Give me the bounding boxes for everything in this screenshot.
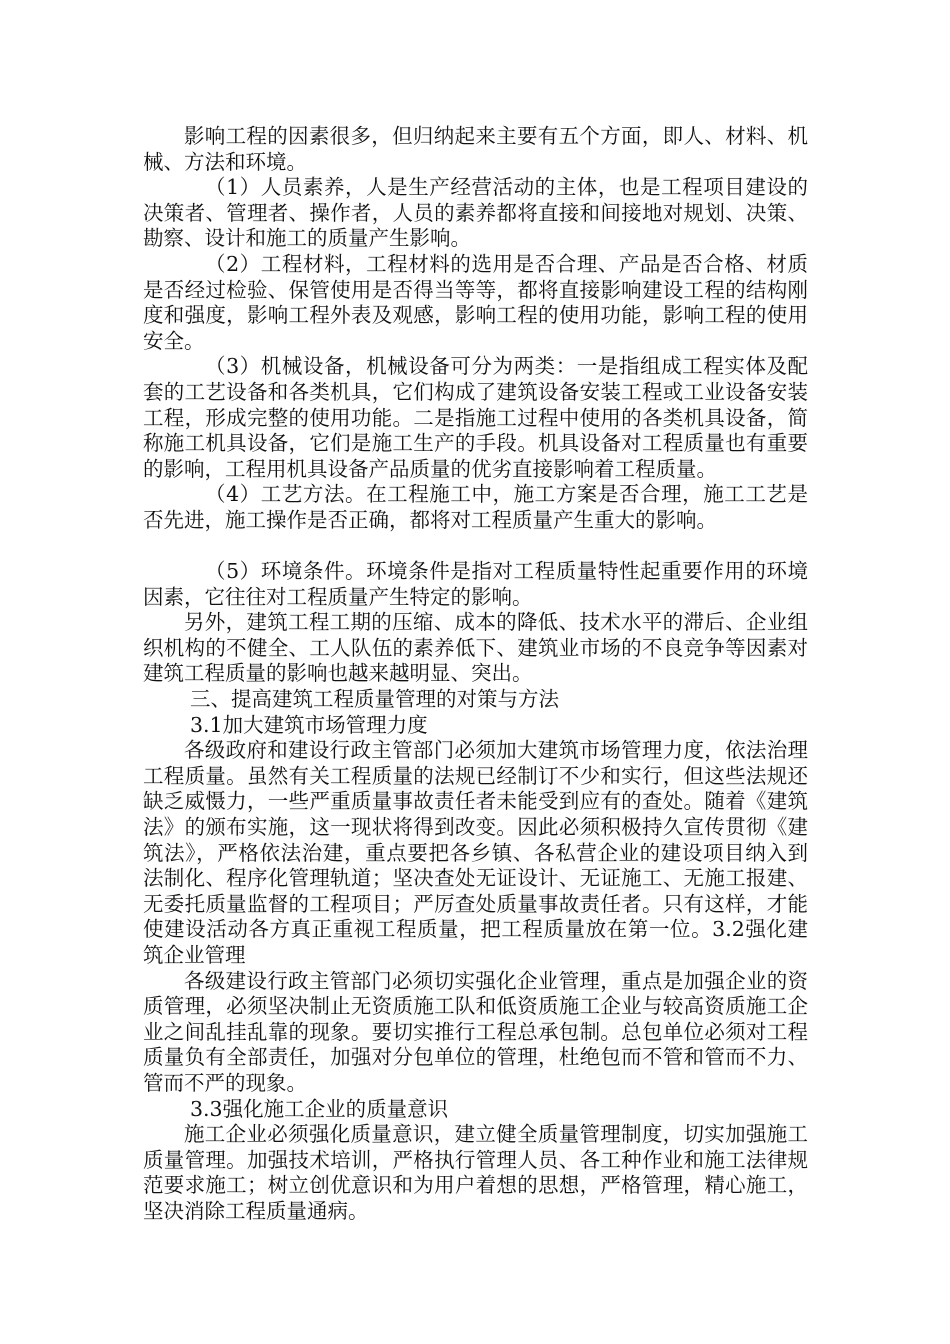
paragraph-quality-awareness: 施工企业必须强化质量意识，建立健全质量管理制度，切实加强施工质量管理。加强技术培训，严格执行管理人员、各工种作业和施工法律规范要求施工；树立创优意识和为用户着想的思想，严格管理，精心施工，坚决消除工程质量通病。 [143, 1122, 808, 1223]
subsection-heading-3-3: 3.3强化施工企业的质量意识 [190, 1096, 449, 1121]
subsection-heading-3-1: 3.1加大建筑市场管理力度 [190, 712, 428, 737]
section-heading-3: 三、提高建筑工程质量管理的对策与方法 [190, 687, 559, 712]
paragraph-personnel: （1）人员素养，人是生产经营活动的主体，也是工程项目建设的决策者、管理者、操作者，人员的素养都将直接和间接地对规划、决策、勘察、设计和施工的质量产生影响。 [143, 175, 808, 251]
paragraph-enterprise-management: 各级建设行政主管部门必须切实强化企业管理，重点是加强企业的资质管理，必须坚决制止无资质施工队和低资质施工企业与较高资质施工企业之间乱挂乱靠的现象。要切实推行工程总承包制。总包单位必须对工程质量负有全部责任，加强对分包单位的管理，杜绝包而不管和管而不力、管而不严的现象。 [143, 968, 808, 1095]
paragraph-other-factors: 另外，建筑工程工期的压缩、成本的降低、技术水平的滞后、企业组织机构的不健全、工人队伍的素养低下、建筑业市场的不良竞争等因素对建筑工程质量的影响也越来越明显、突出。 [143, 610, 808, 686]
paragraph-methods: （4）工艺方法。在工程施工中，施工方案是否合理，施工工艺是否先进，施工操作是否正确，都将对工程质量产生重大的影响。 [143, 482, 808, 532]
paragraph-market-management: 各级政府和建设行政主管部门必须加大建筑市场管理力度，依法治理工程质量。虽然有关工程质量的法规已经制订不少和实行，但这些法规还缺乏威慑力，一些严重质量事故责任者未能受到应有的查处。随着《建筑法》的颁布实施，这一现状将得到改变。因此必须积极持久宣传贯彻《建筑法》，严格依法治建，重点要把各乡镇、各私营企业的建设项目纳入到法制化、程序化管理轨道；坚决查处无证设计、无证施工、无施工报建、无委托质量监督的工程项目；严厉查处质量事故责任者。只有这样，才能使建设活动各方真正重视工程质量，把工程质量放在第一位。3.2强化建筑企业管理 [143, 738, 808, 967]
paragraph-environment: （5）环境条件。环境条件是指对工程质量特性起重要作用的环境因素，它往往对工程质量产生特定的影响。 [143, 559, 808, 609]
paragraph-intro: 影响工程的因素很多，但归纳起来主要有五个方面，即人、材料、机械、方法和环境。 [143, 124, 808, 174]
paragraph-materials: （2）工程材料，工程材料的选用是否合理、产品是否合格、材质是否经过检验、保管使用是否得当等等，都将直接影响建设工程的结构刚度和强度，影响工程外表及观感，影响工程的使用功能，影响工程的使用安全。 [143, 251, 808, 353]
document-body [143, 124, 808, 1225]
blank-line [143, 534, 808, 560]
paragraph-machinery: （3）机械设备，机械设备可分为两类：一是指组成工程实体及配套的工艺设备和各类机具，它们构成了建筑设备安装工程或工业设备安装工程，形成完整的使用功能。二是指施工过程中使用的各类机具设备，简称施工机具设备，它们是施工生产的手段。机具设备对工程质量也有重要的影响，工程用机具设备产品质量的优劣直接影响着工程质量。 [143, 354, 808, 481]
